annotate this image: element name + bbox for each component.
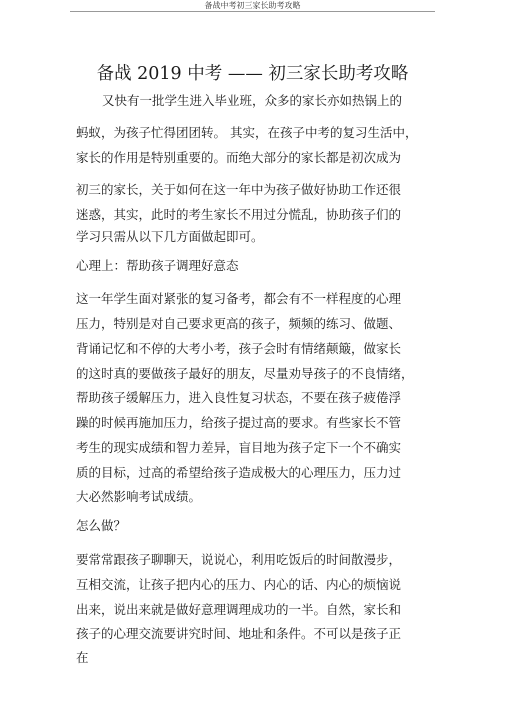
text-line: 初三的家长，关于如何在这一年中为孩子做好协助工作还很: [76, 182, 402, 197]
text-line: 考生的现实成绩和智力差异，盲目地为孩子定下一个不确实: [76, 440, 402, 455]
text-line: 家长的作用是特别重要的。而绝大部分的家长都是初次成为: [76, 150, 402, 165]
text-line: 帮助孩子缓解压力，进入良性复习状态，不要在孩子疲倦浮: [76, 390, 402, 405]
text-line: 出来，说出来就是做好意理调理成功的一半。自然，家长和: [76, 602, 402, 617]
text-line: 背诵记忆和不停的大考小考，孩子会时有情绪颠簸，做家长: [76, 341, 402, 356]
text-line: 质的目标，过高的希望给孩子造成极大的心理压力，压力过: [76, 465, 402, 480]
text-line: 躁的时候再施加压力，给孩子提过高的要求。有些家长不管: [76, 415, 402, 430]
header-rule: [70, 11, 435, 12]
text-line: 蚂蚁，为孩子忙得团团转。 其实，在孩子中考的复习生活中，: [76, 125, 418, 140]
text-line: 的这时真的要做孩子最好的朋友，尽量劝导孩子的不良情绪，: [76, 366, 414, 381]
section-heading: 怎么做？: [76, 518, 127, 533]
running-header: 备战中考初三家长助考攻略: [204, 1, 301, 10]
text-line: 孩子的心理交流要讲究时间、地址和条件。不可以是孩子正: [76, 626, 402, 641]
text-line: 大必然影响考试成绩。: [76, 489, 202, 504]
text-line: 要常常跟孩子聊聊天，说说心，利用吃饭后的时间散漫步，: [76, 552, 402, 567]
text-line: 学习只需从以下几方面做起即可。: [76, 229, 264, 244]
document-title: 备战 2019 中考 —— 初三家长助考攻略: [96, 64, 409, 84]
text-line: 互相交流，让孩子把内心的压力、内心的话、内心的烦恼说: [76, 577, 402, 592]
text-line: 迷惑，其实，此时的考生家长不用过分慌乱，协助孩子们的: [76, 207, 402, 222]
section-heading: 心理上：帮助孩子调理好意态: [76, 258, 239, 273]
text-line: 这一年学生面对紧张的复习备考，都会有不一样程度的心理: [76, 291, 402, 306]
text-line: 压力，特别是对自己要求更高的孩子，频频的练习、做题、: [76, 316, 402, 331]
text-line: 在: [76, 650, 89, 665]
text-line: 又快有一批学生进入毕业班，众多的家长亦如热锅上的: [102, 93, 403, 108]
